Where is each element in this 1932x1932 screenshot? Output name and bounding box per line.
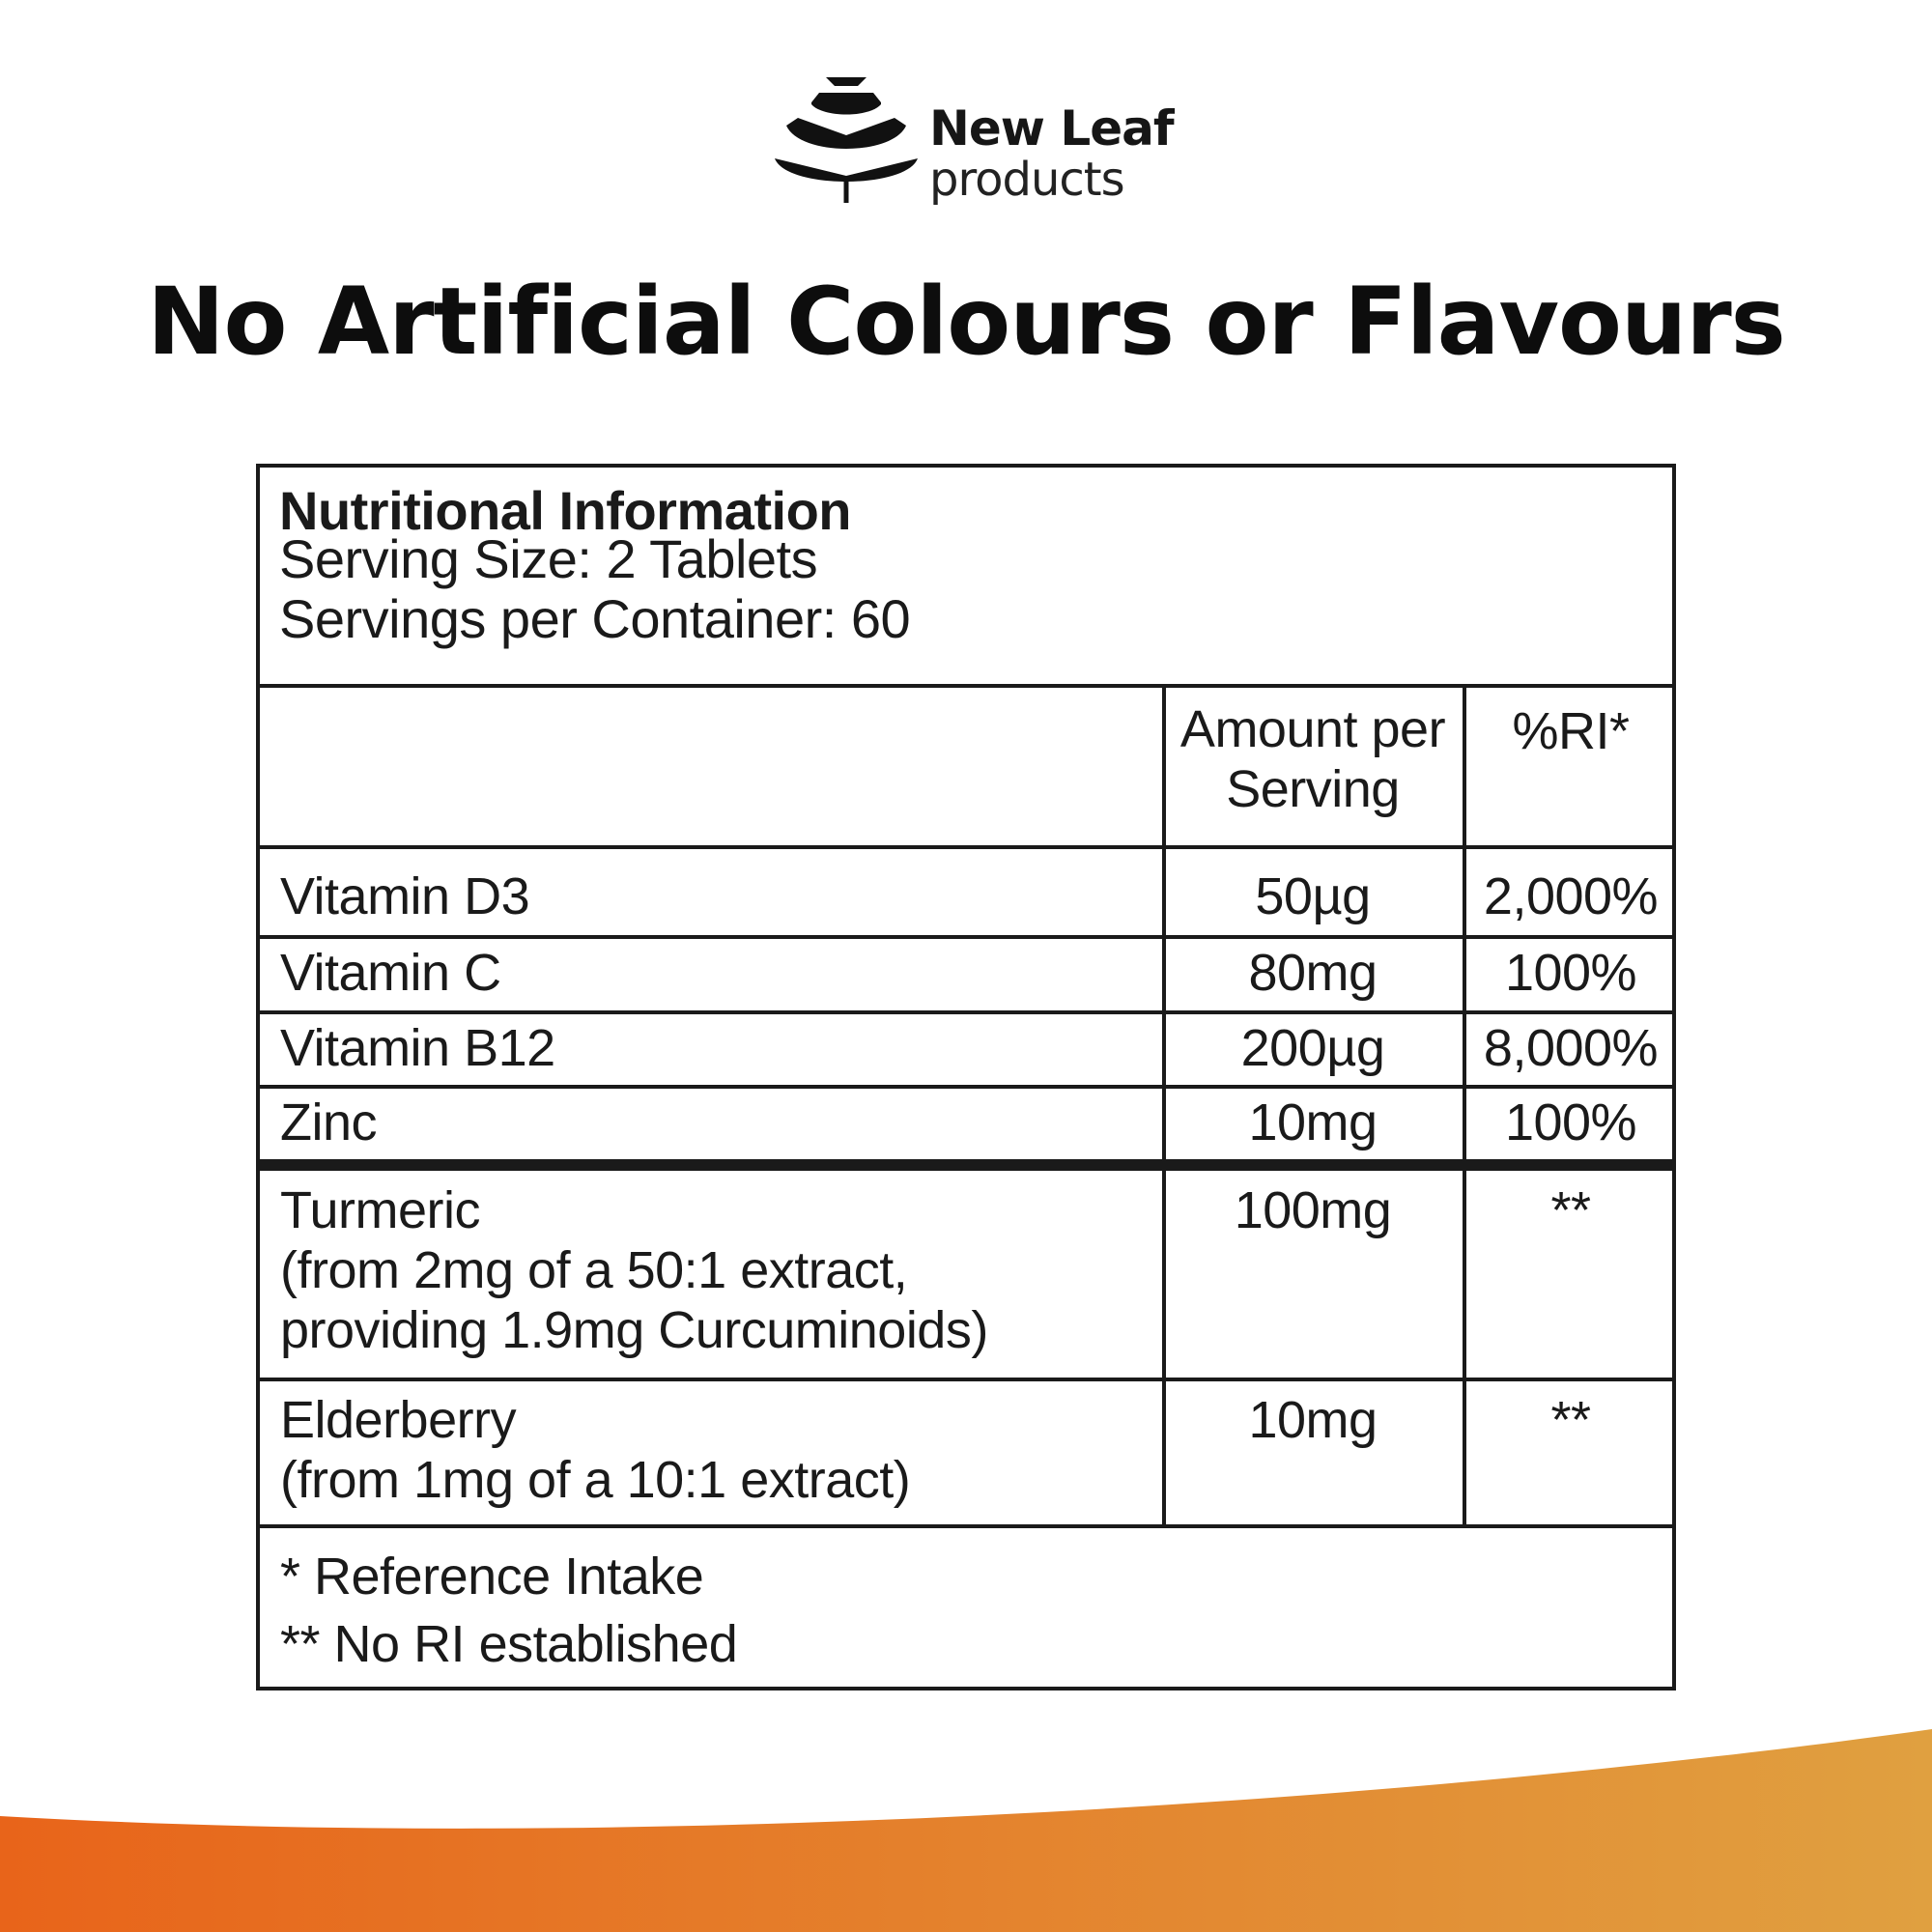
nutrition-panel bbox=[256, 464, 1676, 1690]
extract-ri: ** bbox=[1550, 1181, 1591, 1239]
nutrient-name: Vitamin D3 bbox=[280, 867, 530, 925]
nutrient-name: Vitamin B12 bbox=[280, 1019, 555, 1077]
extract-ri: ** bbox=[1550, 1391, 1591, 1449]
divider bbox=[260, 684, 1672, 688]
nutrient-amount: 200µg bbox=[1240, 1019, 1385, 1077]
divider bbox=[260, 1378, 1672, 1381]
column-header-ri: %RI* bbox=[1512, 702, 1630, 760]
footnote-no-ri: ** No RI established bbox=[280, 1615, 738, 1673]
section-divider bbox=[260, 1159, 1672, 1171]
divider bbox=[260, 1085, 1672, 1089]
nutrient-ri: 100% bbox=[1504, 944, 1637, 1002]
nutrient-ri: 8,000% bbox=[1483, 1019, 1659, 1077]
extract-detail: (from 2mg of a 50:1 extract, bbox=[280, 1241, 908, 1299]
column-header-amount: Amount per bbox=[1179, 700, 1446, 758]
nutrient-name: Zinc bbox=[280, 1094, 378, 1151]
orange-wave-decoration bbox=[0, 1710, 1932, 1932]
extract-amount: 100mg bbox=[1234, 1181, 1392, 1239]
nutrient-name: Vitamin C bbox=[280, 944, 501, 1002]
column-header-amount-line2: Serving bbox=[1226, 760, 1400, 818]
leaf-tiers-logo-icon bbox=[773, 75, 918, 206]
extract-detail: (from 1mg of a 10:1 extract) bbox=[280, 1451, 911, 1509]
extract-name: Elderberry bbox=[280, 1391, 517, 1449]
nutrient-ri: 100% bbox=[1504, 1094, 1637, 1151]
nutrient-amount: 80mg bbox=[1248, 944, 1378, 1002]
brand-logo bbox=[773, 75, 1179, 220]
extract-name: Turmeric bbox=[280, 1181, 480, 1239]
footnote-reference-intake: * Reference Intake bbox=[280, 1548, 704, 1605]
nutrition-title: Nutritional Information bbox=[279, 480, 852, 541]
serving-size: Serving Size: 2 Tablets bbox=[279, 528, 818, 589]
nutrient-ri: 2,000% bbox=[1483, 867, 1659, 925]
divider bbox=[260, 935, 1672, 939]
nutrient-amount: 10mg bbox=[1248, 1094, 1378, 1151]
extract-detail: providing 1.9mg Curcuminoids) bbox=[280, 1301, 988, 1359]
brand-name: New Leaf bbox=[929, 100, 1174, 156]
divider bbox=[260, 845, 1672, 849]
nutrient-amount: 50µg bbox=[1255, 867, 1371, 925]
brand-subtitle: products bbox=[929, 153, 1124, 207]
extract-amount: 10mg bbox=[1248, 1391, 1378, 1449]
servings-per-container: Servings per Container: 60 bbox=[279, 588, 911, 649]
page-headline: No Artificial Colours or Flavours bbox=[147, 268, 1785, 376]
divider bbox=[260, 1010, 1672, 1014]
divider bbox=[260, 1524, 1672, 1528]
